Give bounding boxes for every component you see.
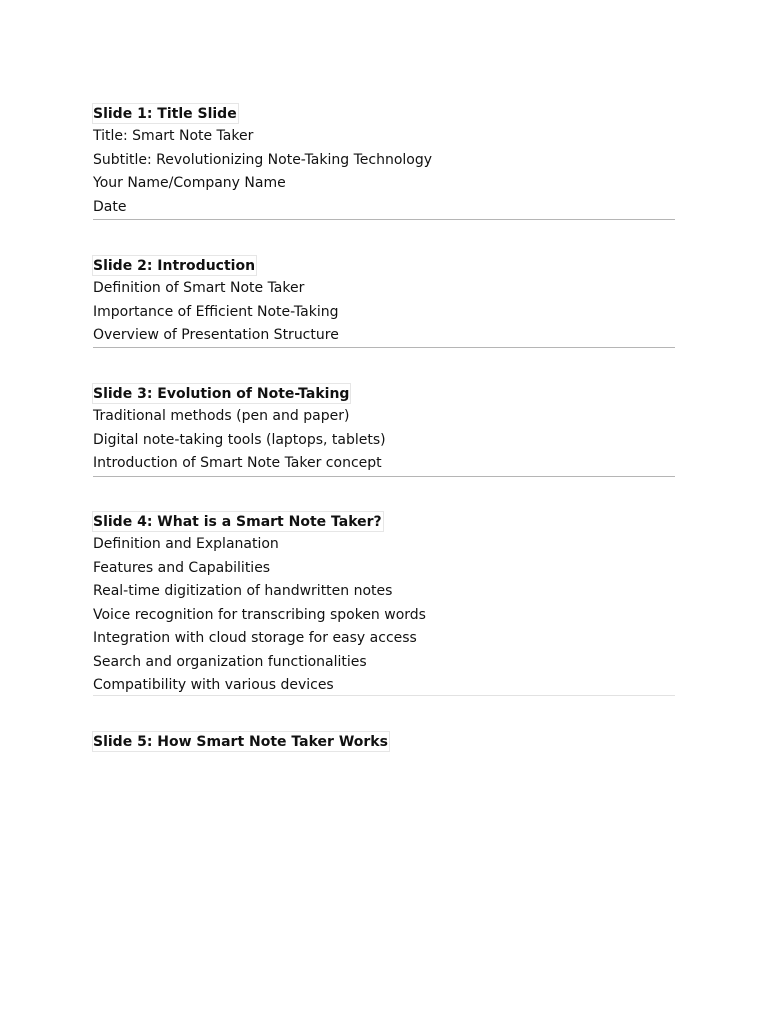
slide-4-line-7: Compatibility with various devices	[93, 677, 334, 693]
section-divider	[93, 695, 675, 696]
slide-3-line-1: Traditional methods (pen and paper)	[93, 408, 350, 424]
slide-3-section	[93, 381, 675, 476]
slide-3-line-2: Digital note-taking tools (laptops, tablets)	[93, 431, 386, 448]
slide-4-section	[93, 509, 675, 698]
slide-4-line-6: Search and organization functionalities	[93, 653, 367, 670]
section-divider	[93, 347, 675, 348]
slide-5-section	[93, 729, 675, 753]
slide-4-line-3: Real-time digitization of handwritten notes	[93, 583, 393, 599]
slide-2-line-3: Overview of Presentation Structure	[93, 327, 339, 343]
slide-4-line-2: Features and Capabilities	[93, 559, 271, 576]
slide-4-line-5: Integration with cloud storage for easy access	[93, 630, 417, 646]
slide-4-line-1: Definition and Explanation	[93, 536, 279, 552]
slide-1-line-3: Your Name/Company Name	[93, 175, 286, 191]
slide-4-heading: Slide 4: What is a Smart Note Taker?	[92, 511, 384, 532]
slide-3-heading: Slide 3: Evolution of Note-Taking	[92, 383, 351, 404]
slide-1-heading: Slide 1: Title Slide	[92, 103, 239, 124]
slide-1-line-4: Date	[93, 198, 127, 215]
section-divider	[93, 476, 675, 477]
slide-4-line-4: Voice recognition for transcribing spoken words	[93, 606, 426, 623]
slide-3-line-3: Introduction of Smart Note Taker concept	[93, 455, 382, 471]
slide-5-heading: Slide 5: How Smart Note Taker Works	[92, 731, 390, 752]
slide-2-line-1: Definition of Smart Note Taker	[93, 280, 305, 296]
section-divider	[93, 219, 675, 220]
slide-1-line-2: Subtitle: Revolutionizing Note-Taking Technology	[93, 151, 433, 168]
slide-2-section	[93, 253, 675, 348]
slide-2-line-2: Importance of Efficient Note-Taking	[93, 303, 339, 320]
slide-1-section	[93, 101, 675, 219]
slide-1-line-1: Title: Smart Note Taker	[93, 128, 254, 144]
slide-2-heading: Slide 2: Introduction	[92, 255, 257, 276]
